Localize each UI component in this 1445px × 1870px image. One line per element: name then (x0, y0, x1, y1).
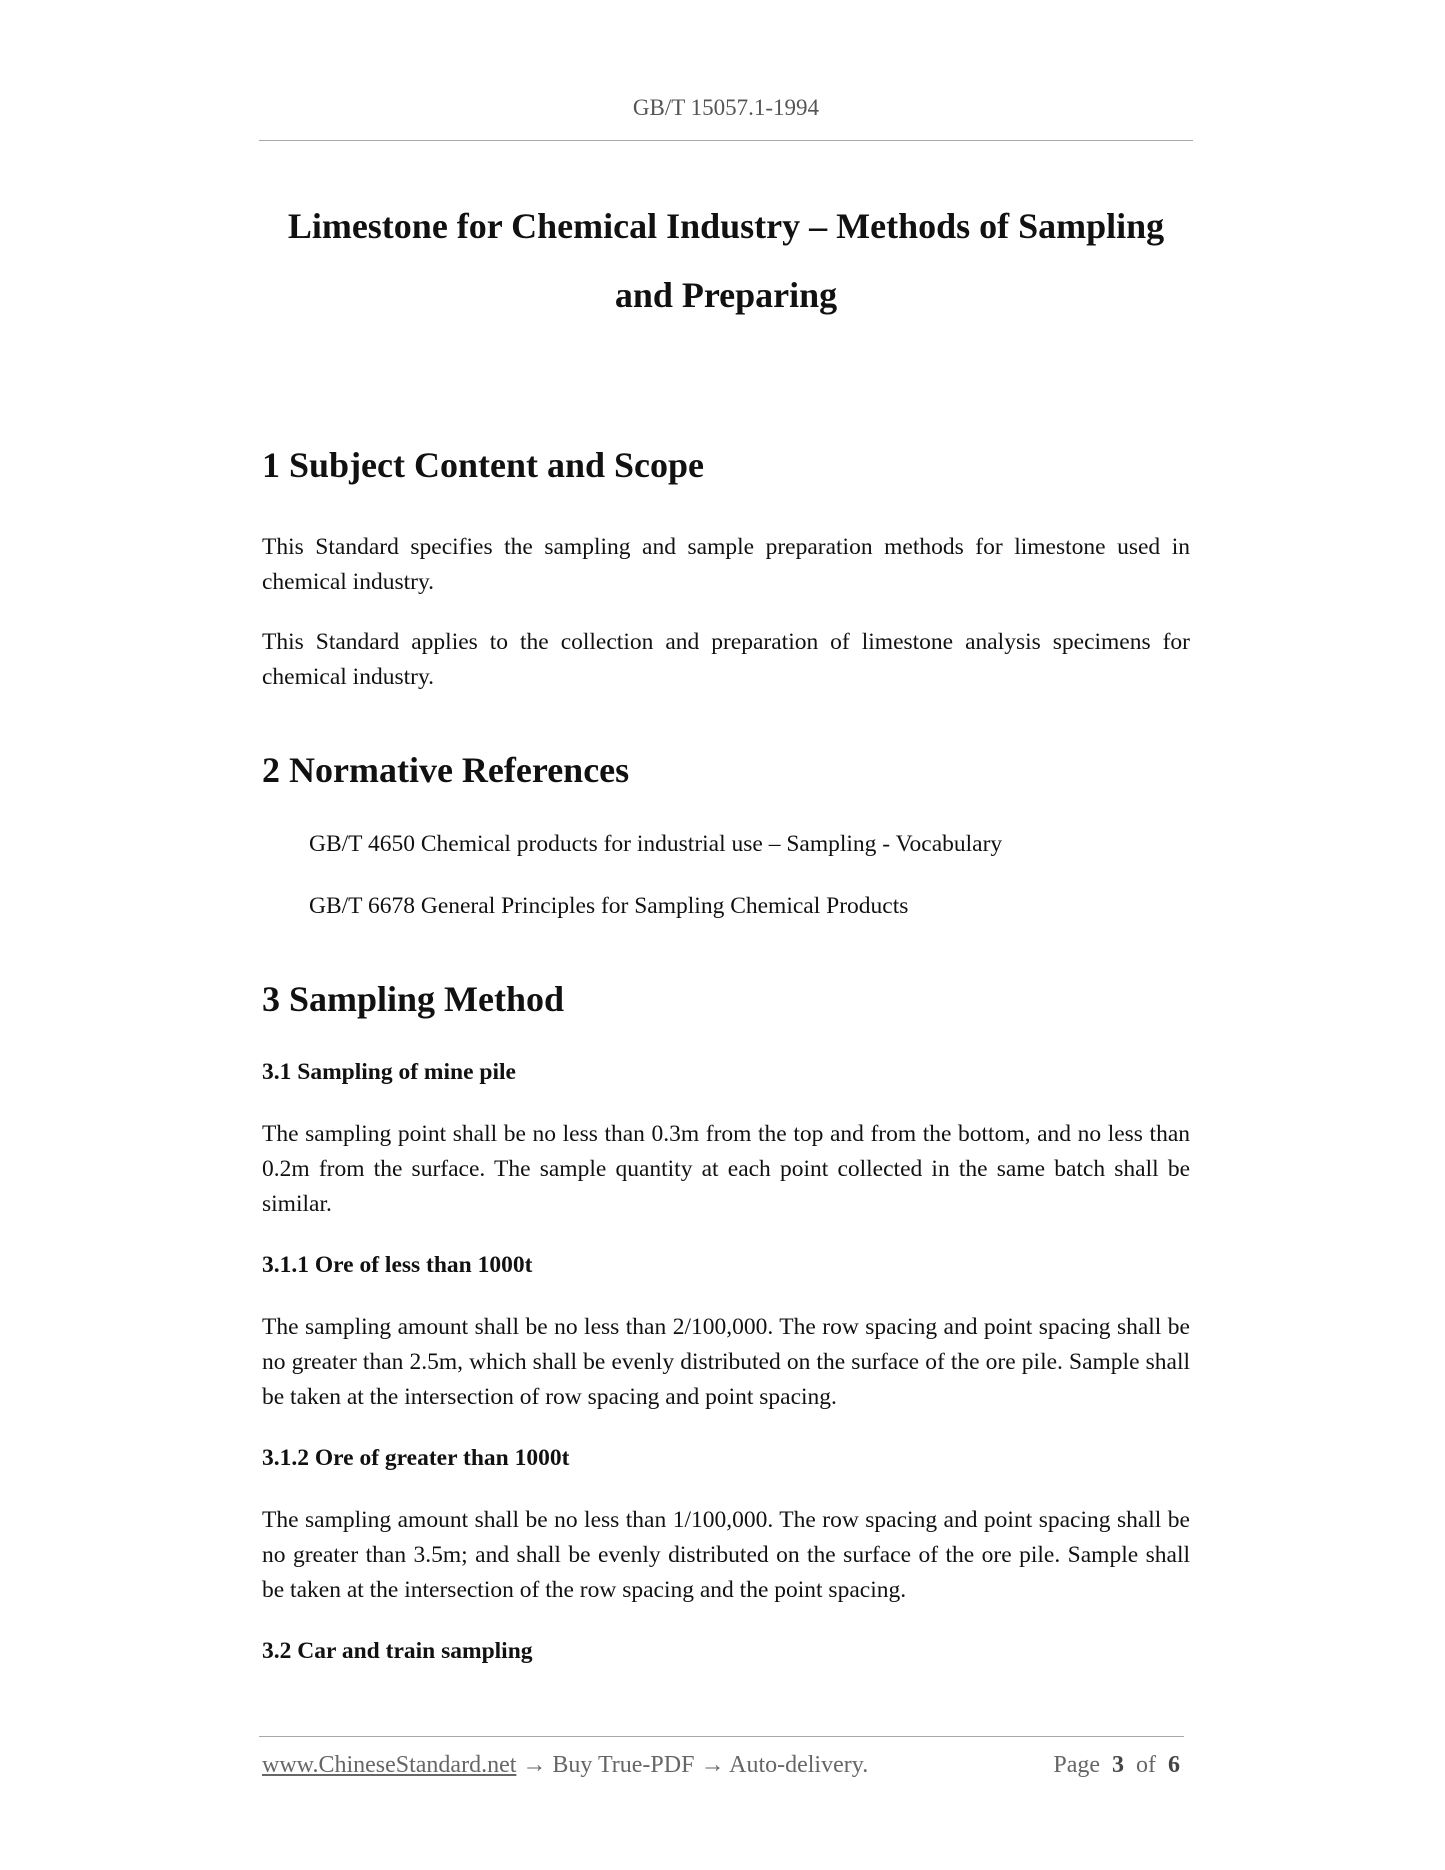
header-divider (259, 140, 1193, 141)
section-1-heading: 1 Subject Content and Scope (262, 445, 705, 485)
website-link[interactable]: www.ChineseStandard.net (262, 1752, 517, 1778)
section-2-heading: 2 Normative References (262, 750, 630, 790)
footer-divider (259, 1736, 1184, 1737)
page-total: 6 (1168, 1752, 1180, 1778)
subsection-3-1-paragraph: The sampling point shall be no less than 0.3m from the top and from the bottom, and no less than 0.2m from the surface. The sample quantity at each point collected in the same batch shall be similar. (262, 1121, 1190, 1217)
page-label: Page (1053, 1752, 1100, 1778)
subsection-3-1-1-heading: 3.1.1 Ore of less than 1000t (262, 1252, 533, 1278)
subsection-3-1-1-paragraph: The sampling amount shall be no less than 2/100,000. The row spacing and point spacing shall be no greater than 2.5m, which shall be evenly distributed on the surface of the ore pile. Sample shall be taken at the intersection of row spacing and point spacing. (262, 1314, 1190, 1410)
footer-promo (262, 1752, 868, 1779)
section-1-paragraph-1: This Standard specifies the sampling and sample preparation methods for limestone used in chemical industry. (262, 534, 1190, 595)
document-title-line-2: and Preparing (614, 275, 838, 315)
subsection-3-2-heading: 3.2 Car and train sampling (262, 1638, 533, 1664)
running-header: GB/T 15057.1-1994 (632, 95, 820, 120)
subsection-3-1-2-paragraph: The sampling amount shall be no less than 1/100,000. The row spacing and point spacing shall be no greater than 3.5m; and shall be evenly distributed on the surface of the ore pile. Sample shall be taken at the intersection of the row spacing and the point spacing. (262, 1507, 1190, 1603)
section-1-paragraph-2: This Standard applies to the collection and preparation of limestone analysis specimens for chemical industry. (262, 629, 1190, 690)
page-number (1053, 1752, 1180, 1779)
section-3-heading: 3 Sampling Method (262, 979, 565, 1019)
page-current: 3 (1112, 1752, 1124, 1778)
subsection-3-1-2-heading: 3.1.2 Ore of greater than 1000t (262, 1445, 570, 1471)
normative-reference-item: GB/T 4650 Chemical products for industrial use – Sampling - Vocabulary (309, 831, 1003, 857)
document-title-line-1: Limestone for Chemical Industry – Methods of Sampling (287, 206, 1165, 246)
document-title (259, 192, 1193, 330)
page-of-label: of (1136, 1752, 1156, 1778)
document-body (262, 440, 1190, 1696)
footer-promo-text: → Buy True-PDF → Auto-delivery. (516, 1752, 869, 1778)
subsection-3-1-heading: 3.1 Sampling of mine pile (262, 1059, 516, 1085)
normative-reference-item: GB/T 6678 General Principles for Sampling Chemical Products (309, 893, 909, 919)
